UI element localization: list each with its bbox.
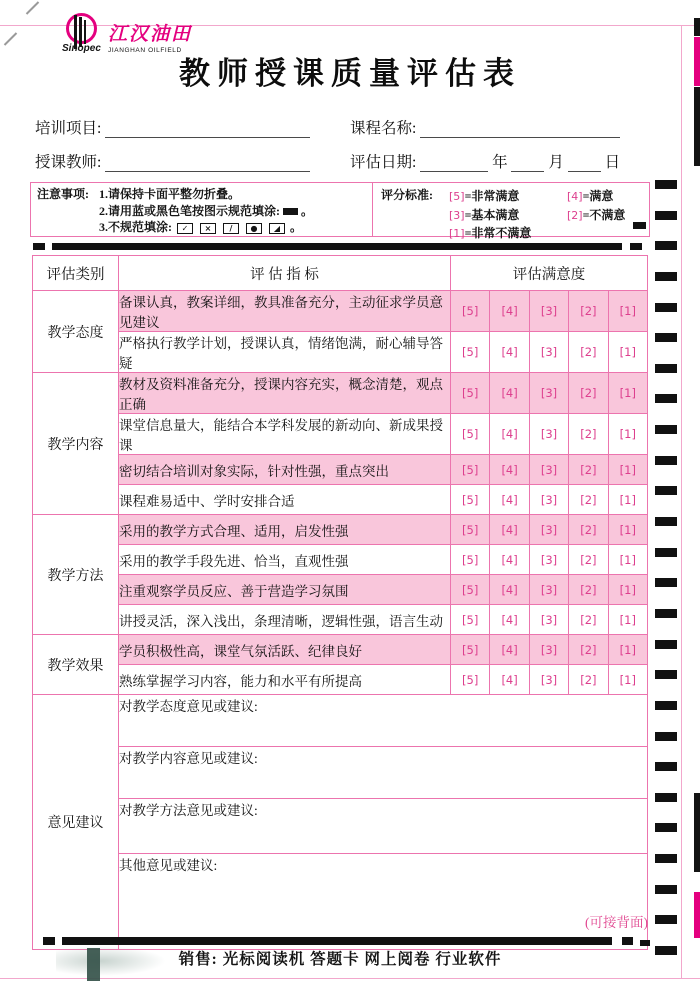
box-half-icon: ◢ <box>269 223 285 234</box>
indicator-text: 采用的教学手段先进、恰当，直观性强 <box>119 545 451 575</box>
bubble-5[interactable]: [5] <box>451 373 490 414</box>
teacher-label: 授课教师: <box>35 154 102 171</box>
category-teaching-effect: 教学效果 <box>33 635 119 695</box>
sync-dash <box>640 940 650 946</box>
bubble-1[interactable]: [1] <box>608 545 647 575</box>
bubble-2[interactable]: [2] <box>569 545 608 575</box>
notice-section <box>31 183 371 236</box>
indicator-text: 讲授灵活，深入浅出，条理清晰，逻辑性强，语言生动 <box>119 605 451 635</box>
timing-mark <box>655 548 677 557</box>
training-project-label: 培训项目: <box>35 120 102 137</box>
bubble-1[interactable]: [1] <box>608 332 647 373</box>
bubble-1[interactable]: [1] <box>608 515 647 545</box>
eval-date-label: 评估日期: <box>350 154 417 171</box>
timing-mark <box>655 486 677 495</box>
timing-mark <box>655 456 677 465</box>
bubble-3[interactable]: [3] <box>529 414 568 455</box>
bubble-5[interactable]: [5] <box>451 414 490 455</box>
bubble-5[interactable]: [5] <box>451 545 490 575</box>
category-teaching-content: 教学内容 <box>33 373 119 515</box>
comment-method-area[interactable]: 对教学方法意见或建议: <box>119 799 648 854</box>
timing-marks <box>655 180 677 970</box>
bubble-5[interactable]: [5] <box>451 485 490 515</box>
year-input[interactable] <box>420 154 488 172</box>
category-comments: 意见建议 <box>33 695 119 950</box>
indicator-text: 教材及资料准备充分，授课内容充实，概念清楚，观点正确 <box>119 373 451 414</box>
bubble-1[interactable]: [1] <box>608 455 647 485</box>
rating-row <box>33 545 648 575</box>
timing-mark <box>655 272 677 281</box>
score-legend-4: [4]=满意 <box>567 189 614 203</box>
rating-row <box>33 635 648 665</box>
notice-item-1: 1.请保持卡面平整勿折叠。 <box>99 187 241 201</box>
bubble-2[interactable]: [2] <box>569 575 608 605</box>
notice-item-3: 3.不规范填涂: ✓ × / ● ◢ 。 <box>99 220 303 234</box>
bubble-4[interactable]: [4] <box>490 373 529 414</box>
sync-dash <box>633 222 646 229</box>
bubble-3[interactable]: [3] <box>529 332 568 373</box>
notice-box <box>30 182 650 240</box>
timing-mark <box>655 609 677 618</box>
course-name-input[interactable] <box>420 120 620 138</box>
rating-row <box>33 455 648 485</box>
timing-mark <box>655 701 677 710</box>
bubble-3[interactable]: [3] <box>529 373 568 414</box>
bubble-4[interactable]: [4] <box>490 485 529 515</box>
timing-mark <box>655 211 677 220</box>
card-right-edge-line <box>681 25 682 978</box>
month-label: 月 <box>548 154 564 171</box>
score-legend-5: [5]=非常满意 <box>449 189 520 203</box>
bubble-3[interactable]: [3] <box>529 291 568 332</box>
timing-mark <box>655 180 677 189</box>
timing-mark <box>655 885 677 894</box>
bubble-5[interactable]: [5] <box>451 291 490 332</box>
edge-strip-black <box>694 87 700 166</box>
timing-mark <box>655 854 677 863</box>
comment-row <box>33 695 648 747</box>
bubble-2[interactable]: [2] <box>569 455 608 485</box>
sync-bar-top <box>52 243 622 250</box>
bubble-2[interactable]: [2] <box>569 485 608 515</box>
bubble-4[interactable]: [4] <box>490 291 529 332</box>
scoring-label: 评分标准: <box>381 188 433 202</box>
timing-mark <box>655 364 677 373</box>
bubble-1[interactable]: [1] <box>608 485 647 515</box>
indicator-text: 采用的教学方式合理、适用，启发性强 <box>119 515 451 545</box>
timing-mark <box>655 732 677 741</box>
category-teaching-method: 教学方法 <box>33 515 119 635</box>
bubble-2[interactable]: [2] <box>569 665 608 695</box>
corner-cut-mark <box>4 32 17 45</box>
bubble-2[interactable]: [2] <box>569 291 608 332</box>
comment-row <box>33 854 648 950</box>
timing-mark <box>655 517 677 526</box>
bubble-1[interactable]: [1] <box>608 291 647 332</box>
edge-strip-magenta <box>694 892 700 938</box>
timing-mark <box>655 333 677 342</box>
sync-square <box>33 243 45 250</box>
bubble-3[interactable]: [3] <box>529 635 568 665</box>
sync-square <box>622 937 633 945</box>
company-name: 江汉油田 <box>108 24 193 45</box>
bubble-3[interactable]: [3] <box>529 665 568 695</box>
bubble-1[interactable]: [1] <box>608 575 647 605</box>
bubble-5[interactable]: [5] <box>451 515 490 545</box>
box-x-icon: × <box>200 223 216 234</box>
bubble-4[interactable]: [4] <box>490 515 529 545</box>
bubble-1[interactable]: [1] <box>608 373 647 414</box>
bubble-3[interactable]: [3] <box>529 605 568 635</box>
bubble-4[interactable]: [4] <box>490 414 529 455</box>
card-bottom-edge-line <box>0 978 700 979</box>
bubble-2[interactable]: [2] <box>569 635 608 665</box>
indicator-text: 严格执行教学计划，授课认真，情绪饱满，耐心辅导答疑 <box>119 332 451 373</box>
bubble-2[interactable]: [2] <box>569 414 608 455</box>
bubble-1[interactable]: [1] <box>608 665 647 695</box>
bubble-2[interactable]: [2] <box>569 373 608 414</box>
bubble-4[interactable]: [4] <box>490 545 529 575</box>
timing-mark <box>655 793 677 802</box>
timing-mark <box>655 946 677 955</box>
comment-content-area[interactable]: 对教学内容意见或建议: <box>119 747 648 799</box>
filled-rect-mark-icon <box>283 208 298 215</box>
day-label: 日 <box>604 154 621 171</box>
bubble-4[interactable]: [4] <box>490 605 529 635</box>
header-satisfaction: 评估满意度 <box>451 256 648 291</box>
bubble-5[interactable]: [5] <box>451 605 490 635</box>
bubble-3[interactable]: [3] <box>529 545 568 575</box>
score-legend-2: [2]=不满意 <box>567 207 626 222</box>
timing-mark <box>655 762 677 771</box>
rating-row <box>33 575 648 605</box>
rating-row <box>33 515 648 545</box>
bubble-3[interactable]: [3] <box>529 575 568 605</box>
indicator-text: 熟练掌握学习内容，能力和水平有所提高 <box>119 665 451 695</box>
bubble-3[interactable]: [3] <box>529 515 568 545</box>
timing-mark <box>655 425 677 434</box>
comment-attitude-area[interactable]: 对教学态度意见或建议: <box>119 695 648 747</box>
timing-mark <box>655 241 677 250</box>
indicator-text: 学员积极性高，课堂气氛活跃、纪律良好 <box>119 635 451 665</box>
indicator-text: 密切结合培训对象实际，针对性强，重点突出 <box>119 455 451 485</box>
evaluation-table <box>32 255 648 950</box>
timing-mark <box>655 915 677 924</box>
comment-row <box>33 799 648 854</box>
bubble-1[interactable]: [1] <box>608 605 647 635</box>
notice-label: 注意事项: <box>37 187 89 201</box>
rating-row <box>33 373 648 414</box>
indicator-text: 课堂信息量大，能结合本学科发展的新动向、新成果授课 <box>119 414 451 455</box>
timing-mark <box>655 578 677 587</box>
comment-other-area[interactable]: 其他意见或建议: <box>119 854 648 950</box>
page-title: 教师授课质量评估表 <box>179 56 521 91</box>
bubble-3[interactable]: [3] <box>529 485 568 515</box>
bubble-4[interactable]: [4] <box>490 455 529 485</box>
category-teaching-attitude: 教学态度 <box>33 291 119 373</box>
timing-mark <box>655 640 677 649</box>
corner-cut-mark <box>26 1 39 14</box>
bubble-5[interactable]: [5] <box>451 635 490 665</box>
box-check-icon: ✓ <box>177 223 193 234</box>
bubble-5[interactable]: [5] <box>451 575 490 605</box>
continue-on-back-note: (可接背面) <box>585 915 648 930</box>
notice-item-2: 2.请用蓝或黑色笔按图示规范填涂: 。 <box>99 203 314 218</box>
box-slash-icon: / <box>223 223 239 234</box>
bubble-4[interactable]: [4] <box>490 575 529 605</box>
bubble-3[interactable]: [3] <box>529 455 568 485</box>
sync-bar-bottom <box>62 937 612 945</box>
timing-mark <box>655 823 677 832</box>
rating-row <box>33 291 648 332</box>
bubble-4[interactable]: [4] <box>490 332 529 373</box>
bubble-5[interactable]: [5] <box>451 455 490 485</box>
table-header-row <box>33 256 648 291</box>
bubble-4[interactable]: [4] <box>490 635 529 665</box>
box-dot-icon: ● <box>246 223 262 234</box>
footer-sales-text: 销售: 光标阅读机 答题卡 网上阅卷 行业软件 <box>178 951 502 968</box>
sync-square <box>43 937 55 945</box>
indicator-text: 备课认真，教案详细，教具准备充分，主动征求学员意见建议 <box>119 291 451 332</box>
month-input[interactable] <box>511 154 544 172</box>
header-indicator: 评 估 指 标 <box>119 256 451 291</box>
timing-mark <box>655 303 677 312</box>
score-legend-3: [3]=基本满意 <box>449 207 520 222</box>
bubble-1[interactable]: [1] <box>608 414 647 455</box>
edge-strip-black <box>694 18 700 36</box>
bubble-2[interactable]: [2] <box>569 332 608 373</box>
header-category: 评估类别 <box>33 256 119 291</box>
training-project-input[interactable] <box>105 120 310 138</box>
timing-mark <box>655 394 677 403</box>
score-legend-1: [1]=非常不满意 <box>449 226 532 240</box>
day-input[interactable] <box>568 154 601 172</box>
course-name-label: 课程名称: <box>350 120 417 137</box>
rating-row <box>33 414 648 455</box>
bubble-1[interactable]: [1] <box>608 635 647 665</box>
rating-row <box>33 665 648 695</box>
indicator-text: 课程难易适中、学时安排合适 <box>119 485 451 515</box>
company-name-en: JIANGHAN OILFIELD <box>108 47 182 54</box>
comment-row <box>33 747 648 799</box>
bubble-5[interactable]: [5] <box>451 332 490 373</box>
timing-mark <box>655 670 677 679</box>
rating-row <box>33 605 648 635</box>
bubble-2[interactable]: [2] <box>569 605 608 635</box>
rating-row <box>33 485 648 515</box>
sync-square <box>630 243 642 250</box>
year-label: 年 <box>492 154 508 171</box>
teacher-input[interactable] <box>105 154 310 172</box>
bubble-4[interactable]: [4] <box>490 665 529 695</box>
bubble-2[interactable]: [2] <box>569 515 608 545</box>
edge-strip-black <box>694 793 700 872</box>
indicator-text: 注重观察学员反应、善于营造学习氛围 <box>119 575 451 605</box>
bubble-5[interactable]: [5] <box>451 665 490 695</box>
scoring-section <box>372 183 649 240</box>
rating-row <box>33 332 648 373</box>
sinopec-wordmark: Sinopec <box>62 43 101 54</box>
